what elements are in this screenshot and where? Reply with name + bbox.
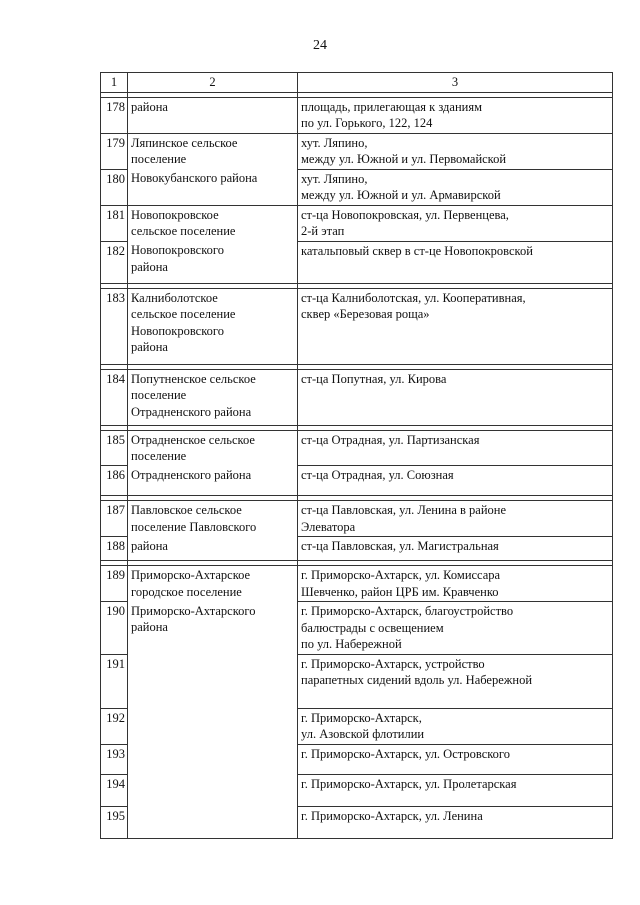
municipality-cell: Попутненское сельское поселение Отрадненского района — [128, 369, 298, 425]
row-number: 183 — [101, 288, 128, 364]
table-row — [101, 288, 613, 364]
row-number: 180 — [101, 169, 128, 205]
header-col-3: 3 — [298, 73, 613, 93]
row-number: 190 — [101, 602, 128, 655]
location-cell: г. Приморско-Ахтарск, ул. Азовской флотилии — [298, 708, 613, 744]
table-row — [101, 241, 613, 283]
table-row — [101, 97, 613, 133]
location-cell: ст-ца Отрадная, ул. Партизанская — [298, 430, 613, 466]
municipality-cell: района — [128, 537, 298, 561]
table-row — [101, 169, 613, 205]
row-number: 193 — [101, 744, 128, 774]
row-number: 178 — [101, 97, 128, 133]
row-number: 182 — [101, 241, 128, 283]
location-cell: ст-ца Попутная, ул. Кирова — [298, 369, 613, 425]
municipality-cell: Новокубанского района — [128, 169, 298, 205]
location-cell: ст-ца Новопокровская, ул. Первенцева, 2-й этап — [298, 205, 613, 241]
row-number: 194 — [101, 774, 128, 806]
location-cell: хут. Ляпино, между ул. Южной и ул. Первомайской — [298, 133, 613, 169]
municipality-cell — [128, 744, 298, 774]
row-number: 187 — [101, 501, 128, 537]
page-number: 24 — [313, 38, 327, 53]
table-row — [101, 501, 613, 537]
row-number: 184 — [101, 369, 128, 425]
table-row — [101, 205, 613, 241]
location-cell: ст-ца Павловская, ул. Магистральная — [298, 537, 613, 561]
location-cell: ст-ца Калниболотская, ул. Кооперативная, сквер «Березовая роща» — [298, 288, 613, 364]
table-row — [101, 806, 613, 838]
location-cell: г. Приморско-Ахтарск, ул. Ленина — [298, 806, 613, 838]
row-number: 189 — [101, 566, 128, 602]
row-number: 192 — [101, 708, 128, 744]
table-row — [101, 774, 613, 806]
municipality-cell: Новопокровского района — [128, 241, 298, 283]
table-header-row — [101, 73, 613, 93]
document-table — [100, 72, 613, 839]
table-row — [101, 430, 613, 466]
header-col-1: 1 — [101, 73, 128, 93]
table-row — [101, 602, 613, 655]
row-number: 186 — [101, 466, 128, 496]
municipality-cell: Отрадненского района — [128, 466, 298, 496]
row-number: 179 — [101, 133, 128, 169]
location-cell: площадь, прилегающая к зданиям по ул. Горького, 122, 124 — [298, 97, 613, 133]
municipality-cell — [128, 806, 298, 838]
municipality-cell — [128, 774, 298, 806]
table-row — [101, 466, 613, 496]
table-row — [101, 744, 613, 774]
location-cell: хут. Ляпино, между ул. Южной и ул. Армавирской — [298, 169, 613, 205]
location-cell: г. Приморско-Ахтарск, устройство парапетных сидений вдоль ул. Набережной — [298, 654, 613, 708]
location-cell: г. Приморско-Ахтарск, ул. Комиссара Шевченко, район ЦРБ им. Кравченко — [298, 566, 613, 602]
location-cell: г. Приморско-Ахтарск, ул. Пролетарская — [298, 774, 613, 806]
row-number: 185 — [101, 430, 128, 466]
location-cell: г. Приморско-Ахтарск, благоустройство балюстрады с освещением по ул. Набережной — [298, 602, 613, 655]
table-row — [101, 566, 613, 602]
location-cell: г. Приморско-Ахтарск, ул. Островского — [298, 744, 613, 774]
header-col-2: 2 — [128, 73, 298, 93]
table-row — [101, 708, 613, 744]
municipality-cell: Новопокровское сельское поселение — [128, 205, 298, 241]
row-number: 195 — [101, 806, 128, 838]
municipality-cell: Калниболотское сельское поселение Новопокровского района — [128, 288, 298, 364]
location-cell: катальповый сквер в ст-це Новопокровской — [298, 241, 613, 283]
location-cell: ст-ца Отрадная, ул. Союзная — [298, 466, 613, 496]
table-row — [101, 369, 613, 425]
municipality-cell: Павловское сельское поселение Павловского — [128, 501, 298, 537]
municipality-cell — [128, 654, 298, 708]
municipality-cell — [128, 708, 298, 744]
row-number: 181 — [101, 205, 128, 241]
municipality-cell: Отрадненское сельское поселение — [128, 430, 298, 466]
row-number: 191 — [101, 654, 128, 708]
location-cell: ст-ца Павловская, ул. Ленина в районе Элеватора — [298, 501, 613, 537]
municipality-cell: Ляпинское сельское поселение — [128, 133, 298, 169]
table-row — [101, 133, 613, 169]
municipality-cell: Приморско-Ахтарского района — [128, 602, 298, 655]
municipality-cell: района — [128, 97, 298, 133]
table-row — [101, 537, 613, 561]
row-number: 188 — [101, 537, 128, 561]
municipality-cell: Приморско-Ахтарское городское поселение — [128, 566, 298, 602]
table-row — [101, 654, 613, 708]
